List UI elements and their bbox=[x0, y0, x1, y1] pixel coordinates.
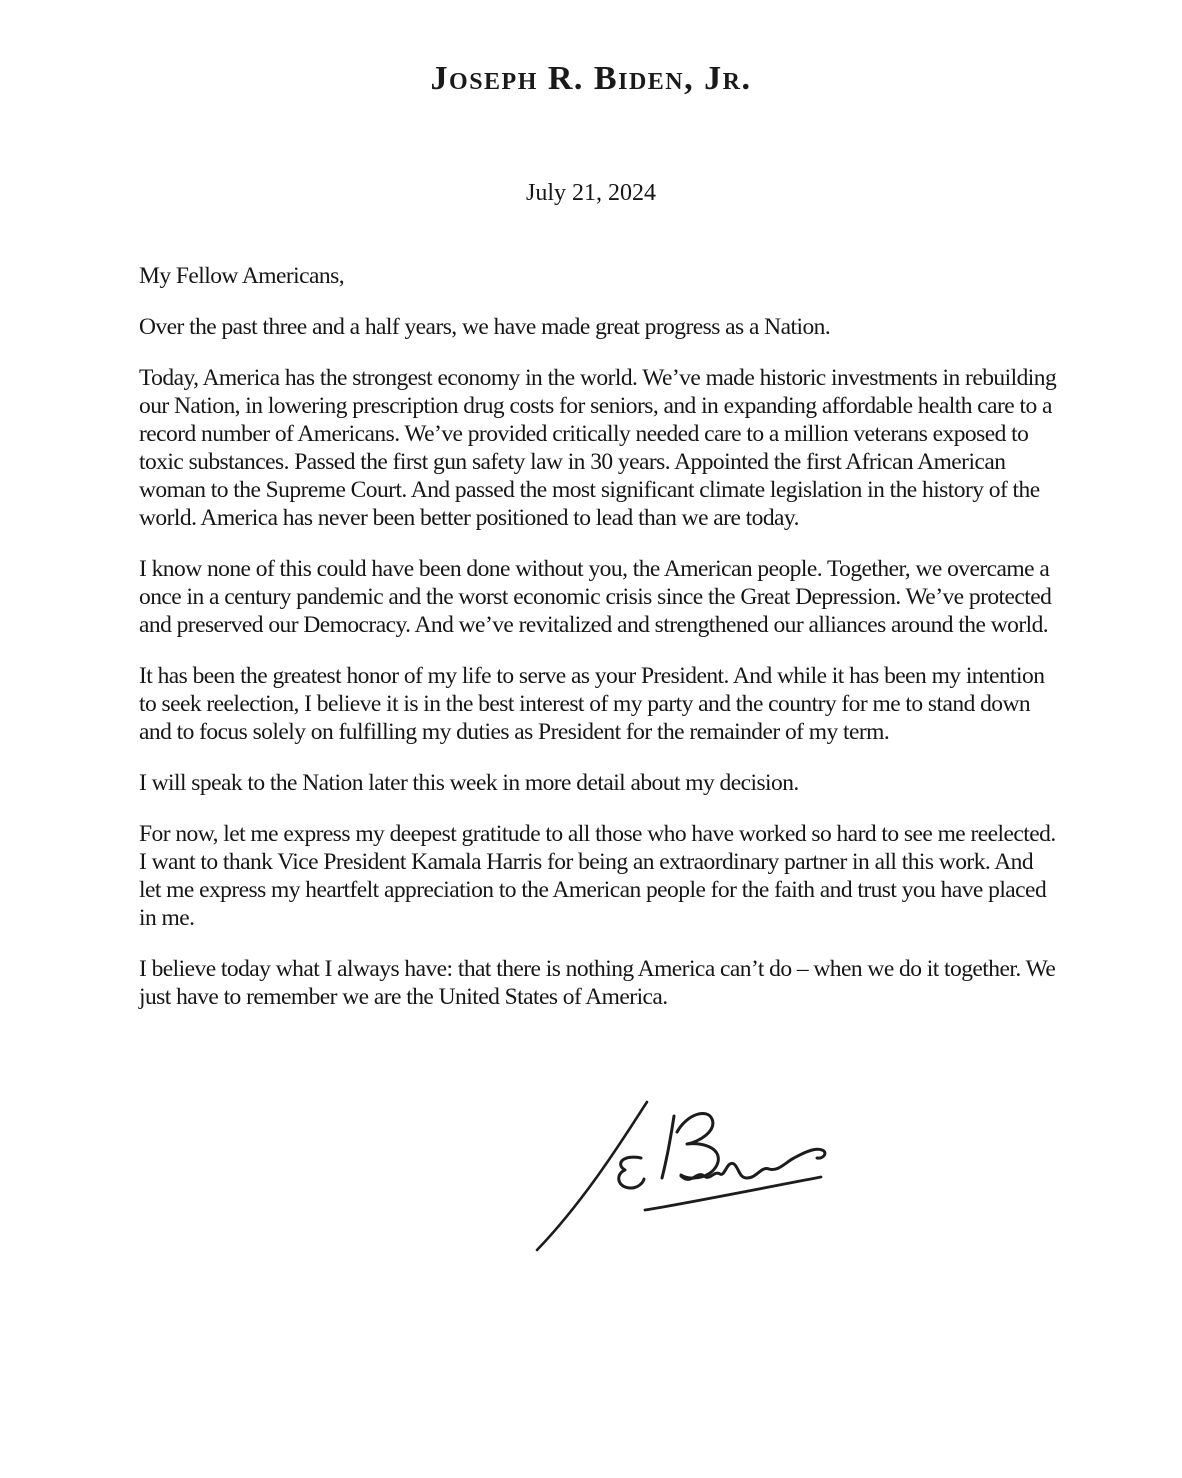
letter-paragraph-1: Over the past three and a half years, we have made great progress as a Nation. bbox=[139, 314, 831, 340]
letter-paragraph-4: It has been the greatest honor of my life to serve as your President. And while it has been my intention to seek reelection, I believe it is in the best interest of my party and the country for me to stand down and to focus solely on fulfilling my duties as President for the remainder of my term. bbox=[139, 663, 1045, 745]
signature-block bbox=[531, 1098, 833, 1262]
letter-paragraph-3: I know none of this could have been done without you, the American people. Together, we overcame a once in a century pandemic and the worst economic crisis since the Great Depression. We’ve protected and preserved our Democracy. And we’ve revitalized and strengthened our alliances around the world. bbox=[139, 556, 1052, 638]
joe-biden-signature-icon bbox=[531, 1098, 833, 1262]
letter-date: July 21, 2024 bbox=[525, 180, 656, 206]
letterhead-name: Joseph R. Biden, Jr. bbox=[430, 60, 752, 97]
letter-paragraph-6: For now, let me express my deepest gratitude to all those who have worked so hard to see me reelected. I want to thank Vice President Kamala Harris for being an extraordinary partner in all this work. And let me express my heartfelt appreciation to the American people for the faith and trust you have placed in me. bbox=[139, 821, 1056, 931]
letter-body bbox=[139, 262, 1059, 1034]
salutation: My Fellow Americans, bbox=[139, 263, 345, 289]
letter-paragraph-7: I believe today what I always have: that there is nothing America can’t do – when we do it together. We just have to remember we are the United States of America. bbox=[139, 956, 1056, 1010]
letter-paragraph-2: Today, America has the strongest economy in the world. We’ve made historic investments in rebuilding our Nation, in lowering prescription drug costs for seniors, and in expanding affordable health care to a record number of Americans. We’ve provided critically needed care to a million veterans exposed to toxic substances. Passed the first gun safety law in 30 years. Appointed the first African American woman to the Supreme Court. And passed the most significant climate legislation in the history of the world. America has never been better positioned to lead than we are today. bbox=[139, 365, 1057, 531]
letter-paragraph-5: I will speak to the Nation later this week in more detail about my decision. bbox=[139, 770, 799, 796]
